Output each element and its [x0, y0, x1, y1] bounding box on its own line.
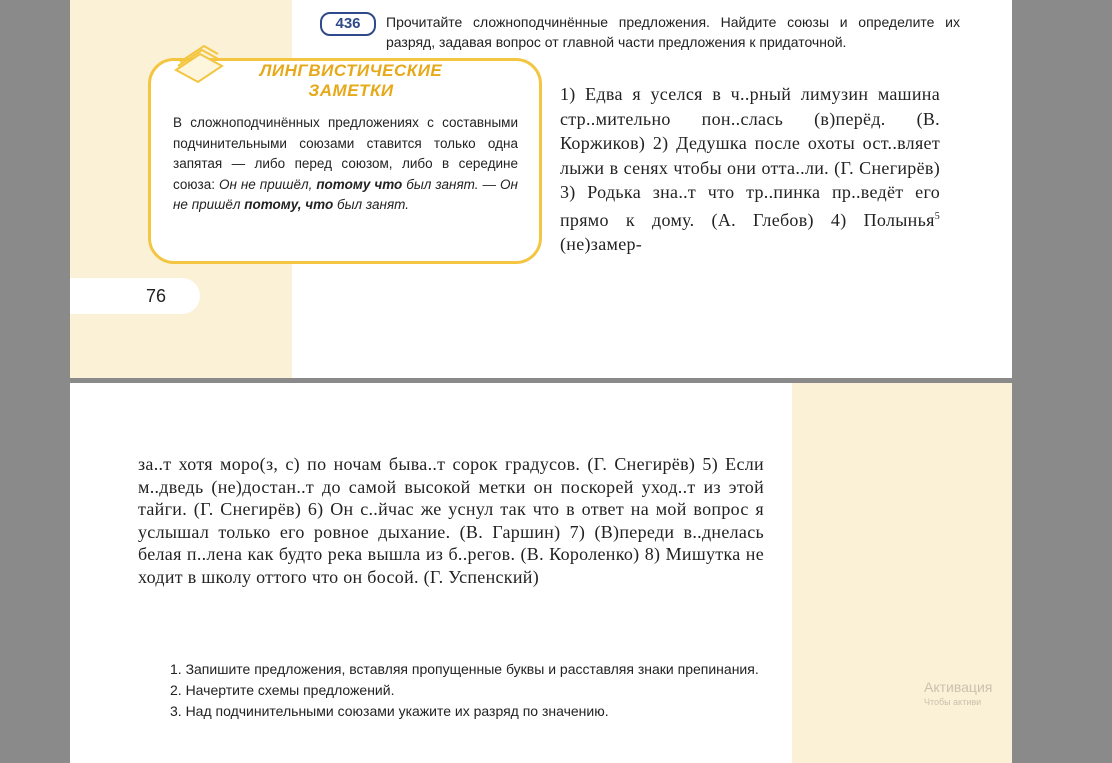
- exercise-number-badge: 436: [320, 12, 376, 36]
- page-number: 76: [146, 286, 167, 306]
- linguistic-notes-box: [148, 58, 542, 264]
- sentences-bottom: за..т хотя моро(з, с) по ночам быва..т сорок градусов. (Г. Снегирёв) 5) Если м..дведь (не)достан..т до самой высокой метки он поскорей уход..т из этой тайги. (Г. Снегирёв) 6) Он с..йчас же уснул так что в ответ на мой вопрос я услышал только его ровное дыхание. (В. Гаршин) 7) (В)переди в..днелась белая п..лена как будто река вышла из б..регов. (В. Короленко) 8) Мишутка не ходит в школу оттого что он босой. (Г. Успенский): [138, 454, 764, 587]
- sentences-top: [560, 82, 940, 257]
- sentences-top-end: (не)замер-: [560, 234, 643, 254]
- task-item-3: 3. Над подчинительными союзами укажите их разряд по значению.: [170, 703, 609, 719]
- task-item-1: 1. Запишите предложения, вставляя пропущенные буквы и расставляя знаки препинания.: [170, 661, 759, 677]
- task-list: [138, 659, 764, 722]
- footnote-mark: 5: [934, 210, 940, 222]
- sentences-top-text: 1) Едва я уселся в ч..рный лимузин машина стр..мительно пон..слась (в)перёд. (В. Коржиков) 2) Дедушка после охоты ост..вляет лыжи в сенях чтобы они отта..ли. (Г. Снегирёв) 3) Родька зна..т что тр..пинка пр..ведёт его прямо к дому. (А. Глебов) 4) Полынья: [560, 84, 940, 230]
- example2-part-c: был занят.: [337, 197, 410, 212]
- notes-text: [173, 113, 518, 216]
- activation-watermark: [924, 679, 992, 707]
- exercise-header: [320, 12, 960, 52]
- textbook-page-top: [70, 0, 1012, 378]
- page-number-tab: [70, 278, 200, 314]
- notes-title-line1: ЛИНГВИСТИЧЕСКИЕ: [259, 61, 443, 80]
- notes-title: [243, 61, 459, 101]
- example1-conjunction: потому что: [316, 176, 403, 192]
- book-pages-icon: [170, 40, 226, 86]
- exercise-instruction: Прочитайте сложноподчинённые предложения. Найдите союзы и определите их разряд, задавая вопрос от главной части предложения к придаточной.: [386, 14, 960, 50]
- example2-conjunction: потому, что: [244, 197, 334, 212]
- task-item-2: 2. Начертите схемы предложений.: [170, 682, 395, 698]
- example1-part-c: был занят. —: [406, 176, 497, 192]
- watermark-line1: Активация: [924, 679, 993, 695]
- textbook-page-bottom: [70, 383, 1012, 763]
- watermark-line2: Чтобы активи: [924, 697, 982, 707]
- notes-rule: В сложноподчинённых предложениях с составными подчинительными союзами ставится только одна запятая — либо перед союзом, либо в середине союза:: [173, 115, 518, 192]
- example2-part-a: Он не пришёл: [173, 176, 518, 212]
- example1-part-a: Он не пришёл,: [218, 176, 313, 192]
- notes-title-line2: ЗАМЕТКИ: [308, 81, 394, 100]
